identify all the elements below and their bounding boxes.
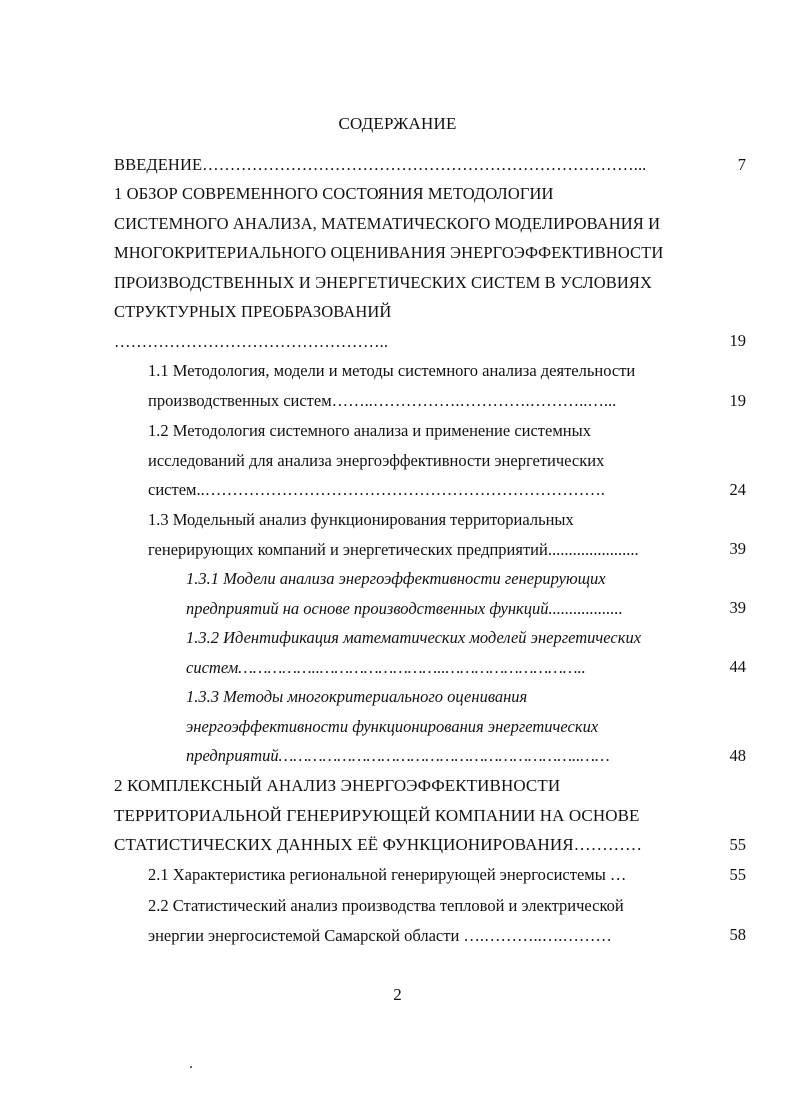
page-number-footer: 2 — [393, 985, 402, 1004]
toc-entry-section-1-3[interactable] — [148, 505, 639, 564]
toc-entry-line: 1.3.3 Методы многокритериального оценивания — [186, 687, 528, 706]
toc-entry-line: 1 ОБЗОР СОВРЕМЕННОГО СОСТОЯНИЯ МЕТОДОЛОГИИ — [114, 184, 554, 203]
toc-entry-line: СИСТЕМНОГО АНАЛИЗА, МАТЕМАТИЧЕСКОГО МОДЕЛИРОВАНИЯ И — [114, 213, 661, 233]
toc-entry-introduction[interactable] — [114, 150, 646, 180]
toc-page-number: 7 — [737, 155, 746, 174]
toc-entry-line: ………………………………………….. — [114, 331, 389, 351]
toc-entry-section-1-1[interactable] — [148, 356, 635, 415]
toc-page-number: 48 — [729, 746, 746, 765]
toc-entry-line: предприятий……………………………………………………..…… — [186, 746, 610, 765]
toc-page-number: 39 — [729, 539, 746, 558]
toc-entry-section-1-2[interactable] — [148, 416, 605, 505]
toc-entry-line: исследований для анализа энергоэффективности энергетических — [148, 450, 605, 470]
toc-page-number: 19 — [729, 391, 746, 410]
toc-entry-subsection-1-3-2[interactable] — [186, 623, 641, 682]
toc-entry-line: энергии энергосистемой Самарской области ….………..….……… — [148, 925, 612, 945]
toc-entry-line: производственных систем……..…………….………….………..…... — [148, 390, 617, 410]
toc-entry-line: 2 КОМПЛЕКСНЫЙ АНАЛИЗ ЭНЕРГОЭФФЕКТИВНОСТИ — [114, 776, 561, 795]
toc-entry-line: ВВЕДЕНИЕ……………………………………………………………………... — [114, 155, 647, 174]
scan-speck — [190, 1066, 192, 1068]
toc-entry-line: генерирующих компаний и энергетических предприятий...................... — [148, 539, 639, 559]
toc-entry-subsection-1-3-3[interactable] — [186, 682, 610, 771]
toc-page-number: 19 — [729, 331, 746, 350]
toc-entry-line: 1.2 Методология системного анализа и применение системных — [148, 421, 591, 440]
toc-entry-line: систем..………………………………………………………………. — [148, 480, 605, 499]
toc-entry-line: СТРУКТУРНЫХ ПРЕОБРАЗОВАНИЙ — [114, 302, 392, 321]
toc-entry-chapter-2[interactable] — [114, 771, 642, 860]
toc-entry-section-2-2[interactable] — [148, 891, 624, 950]
toc-page-number: 55 — [729, 865, 746, 884]
toc-entry-line: 1.3 Модельный анализ функционирования территориальных — [148, 510, 574, 529]
toc-entry-line: 1.1 Методология, модели и методы системного анализа деятельности — [148, 361, 636, 380]
toc-entry-chapter-1[interactable] — [114, 179, 663, 356]
toc-entry-line: СТАТИСТИЧЕСКИХ ДАННЫХ ЕЁ ФУНКЦИОНИРОВАНИЯ………… — [114, 835, 643, 854]
toc-entry-line: 2.2 Статистический анализ производства тепловой и электрической — [148, 896, 624, 915]
toc-entry-line: ПРОИЗВОДСТВЕННЫХ И ЭНЕРГЕТИЧЕСКИХ СИСТЕМ В УСЛОВИЯХ — [114, 272, 652, 292]
toc-page-number: 24 — [729, 480, 746, 499]
toc-entry-subsection-1-3-1[interactable] — [186, 564, 623, 623]
toc-entry-line: ТЕРРИТОРИАЛЬНОЙ ГЕНЕРИРУЮЩЕЙ КОМПАНИИ НА ОСНОВЕ — [114, 805, 640, 825]
page-title: СОДЕРЖАНИЕ — [338, 114, 457, 133]
toc-entry-section-2-1[interactable] — [148, 860, 626, 890]
toc-entry-line: 1.3.2 Идентификация математических моделей энергетических — [186, 628, 642, 647]
toc-entry-line: 1.3.1 Модели анализа энергоэффективности генерирующих — [186, 569, 606, 588]
toc-entry-line: предприятий на основе производственных функций.................. — [186, 598, 623, 618]
toc-page-number: 58 — [729, 925, 746, 944]
toc-entry-line: энергоэффективности функционирования энергетических — [186, 716, 599, 736]
toc-entry-line: МНОГОКРИТЕРИАЛЬНОГО ОЦЕНИВАНИЯ ЭНЕРГОЭФФЕКТИВНОСТИ — [114, 243, 664, 262]
toc-page-number: 39 — [729, 598, 746, 617]
toc-page-number: 44 — [729, 657, 746, 676]
toc-page-number: 55 — [729, 835, 746, 854]
toc-entry-line: систем……………..……………………..……………………….. — [186, 657, 586, 677]
toc-entry-line: 2.1 Характеристика региональной генерирующей энергосистемы … — [148, 865, 627, 884]
